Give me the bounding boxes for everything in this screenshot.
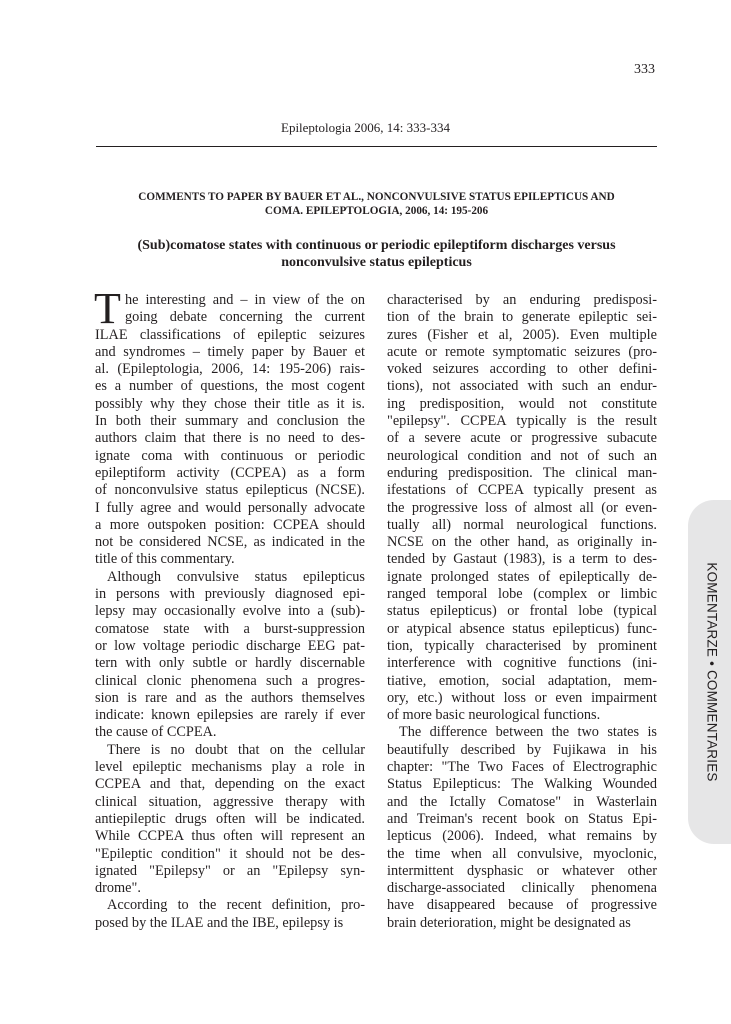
- text-line: lepsy may occasionally evolve into a (sub)-: [95, 603, 365, 620]
- text-line: going debate concerning the current: [125, 309, 365, 326]
- text-line: tion, typically characterised by prominent: [387, 637, 657, 654]
- comment-heading-line: COMMENTS TO PAPER BY BAUER ET AL., NONCONVULSIVE STATUS EPILEPTICUS AND: [138, 191, 615, 203]
- page-number: 333: [634, 62, 655, 77]
- text-line: "Epileptic condition" it should not be des-: [95, 845, 365, 862]
- text-line: the cause of CCPEA.: [95, 724, 217, 741]
- text-line: clinical clonic phenomena such a progres-: [95, 672, 365, 689]
- right-column: [387, 292, 657, 932]
- text-line: chapter: "The Two Faces of Electrographic: [387, 759, 657, 776]
- text-line: neurological condition and not of such an: [387, 447, 657, 464]
- text-line: ranged temporal lobe (complex or limbic: [387, 586, 657, 603]
- text-line: antiepileptic drugs often will be indicated.: [95, 810, 365, 827]
- left-column: [94, 284, 365, 932]
- text-line: I fully agree and would personally advocate: [95, 499, 365, 516]
- section-side-label: KOMENTARZE • COMMENTARIES: [704, 562, 720, 782]
- text-line: ory, etc.) without loss or even impairment: [387, 689, 657, 706]
- text-line: tern with only subtle or hardly discernable: [95, 655, 365, 672]
- text-line: and Treiman's recent book on Status Epi-: [387, 810, 657, 827]
- text-line: lepticus (2006). Indeed, what remains by: [387, 828, 657, 845]
- text-line: tually all) normal neurological functions.: [387, 516, 657, 533]
- drop-cap: T: [94, 284, 121, 333]
- text-line: The difference between the two states is: [399, 724, 657, 741]
- text-line: ignate prolonged states of epileptically de-: [387, 568, 657, 585]
- text-line: tion of the brain to generate epileptic sei-: [387, 309, 657, 326]
- text-line: epileptiform activity (CCPEA) as a form: [95, 464, 365, 481]
- text-line: ing predisposition, would not constitute: [387, 395, 657, 412]
- text-line: ifestations of CCPEA typically present as: [387, 482, 657, 499]
- text-line: ignated "Epilepsy" or an "Epilepsy syn-: [95, 862, 365, 879]
- text-line: ILAE classifications of epileptic seizures: [95, 326, 365, 343]
- text-line: es a number of questions, the most cogent: [95, 378, 365, 395]
- article-title-line: (Sub)comatose states with continuous or periodic epileptiform discharges versus: [137, 238, 616, 253]
- text-line: CCPEA and that, depending on the exact: [95, 776, 365, 793]
- text-line: Status Epilepticus: The Walking Wounded: [387, 776, 657, 793]
- text-line: "epilepsy". CCPEA typically is the result: [387, 413, 657, 430]
- text-line: of a severe acute or progressive subacute: [387, 430, 657, 447]
- header-rule: [96, 146, 657, 147]
- text-line: the time when all convulsive, myoclonic,: [387, 845, 657, 862]
- article-title: [96, 237, 657, 271]
- text-line: or low voltage periodic discharge EEG pat-: [95, 637, 365, 654]
- text-line: the progressive loss of almost all (or even-: [387, 499, 657, 516]
- text-line: level epileptic mechanisms play a role in: [95, 759, 365, 776]
- text-line: posed by the ILAE and the IBE, epilepsy is: [95, 914, 344, 931]
- text-line: enduring predisposition. The clinical man-: [387, 464, 657, 481]
- text-line: tiative, emotion, social adaptation, mem-: [387, 672, 657, 689]
- text-line: he interesting and – in view of the on: [125, 292, 365, 308]
- article-title-line: nonconvulsive status epilepticus: [281, 255, 472, 270]
- text-line: tions), not associated with such an endur-: [387, 378, 657, 395]
- text-line: or atypical absence status epilepticus) func-: [387, 620, 657, 637]
- text-line: and syndromes – timely paper by Bauer et: [95, 343, 365, 360]
- text-line: indicate: known epilepsies are rarely if ever: [95, 707, 365, 724]
- text-line: al. (Epileptologia, 2006, 14: 195-206) rais-: [95, 361, 365, 378]
- text-line: characterised by an enduring predisposi-: [387, 292, 657, 308]
- text-line: tended by Gastaut (1983), is a term to des-: [387, 551, 657, 568]
- text-line: drome".: [95, 880, 141, 897]
- text-line: status epilepticus) or frontal lobe (typical: [387, 603, 657, 620]
- text-line: In both their summary and conclusion the: [95, 413, 365, 430]
- text-line: in persons with previously diagnosed epi-: [95, 586, 365, 603]
- text-line: beautifully described by Fujikawa in his: [387, 741, 657, 758]
- text-line: discharge-associated clinically phenomena: [387, 880, 657, 897]
- text-line: zures (Fisher et al, 2005). Even multiple: [387, 326, 657, 343]
- text-line: intermittent dysphasic or whatever other: [387, 862, 657, 879]
- text-line: clinical situation, aggressive therapy with: [95, 793, 365, 810]
- text-line: Although convulsive status epilepticus: [107, 568, 365, 585]
- text-line: brain deterioration, might be designated as: [387, 914, 631, 931]
- text-line: sion is rare and as the authors themselves: [95, 689, 365, 706]
- text-line: have disappeared because of progressive: [387, 897, 657, 914]
- text-line: There is no doubt that on the cellular: [107, 741, 365, 758]
- text-line: title of this commentary.: [95, 551, 235, 568]
- text-line: and the Ictally Comatose" in Wasterlain: [387, 793, 657, 810]
- text-line: According to the recent definition, pro-: [107, 897, 365, 914]
- text-line: voked seizures according to other defini-: [387, 361, 657, 378]
- text-line: possibly why they chose their title as it is.: [95, 395, 365, 412]
- journal-reference: Epileptologia 2006, 14: 333-334: [281, 120, 450, 135]
- text-line: ignate coma with continuous or periodic: [95, 447, 365, 464]
- text-line: not be considered NCSE, as indicated in the: [95, 534, 365, 551]
- text-line: of more basic neurological functions.: [387, 707, 601, 724]
- text-line: a more outspoken position: CCPEA should: [95, 516, 365, 533]
- comment-heading-line: COMA. EPILEPTOLOGIA, 2006, 14: 195-206: [264, 205, 489, 217]
- text-line: authors claim that there is no need to des-: [95, 430, 365, 447]
- comment-heading: [96, 190, 657, 218]
- text-line: NCSE on the other hand, as originally in-: [387, 534, 657, 551]
- text-line: of nonconvulsive status epilepticus (NCSE).: [95, 482, 365, 499]
- text-line: comatose state with a burst-suppression: [95, 620, 365, 637]
- text-line: acute or remote symptomatic seizures (pro-: [387, 343, 657, 360]
- text-line: interference with cognitive functions (ini-: [387, 655, 657, 672]
- text-line: While CCPEA thus often will represent an: [95, 828, 365, 845]
